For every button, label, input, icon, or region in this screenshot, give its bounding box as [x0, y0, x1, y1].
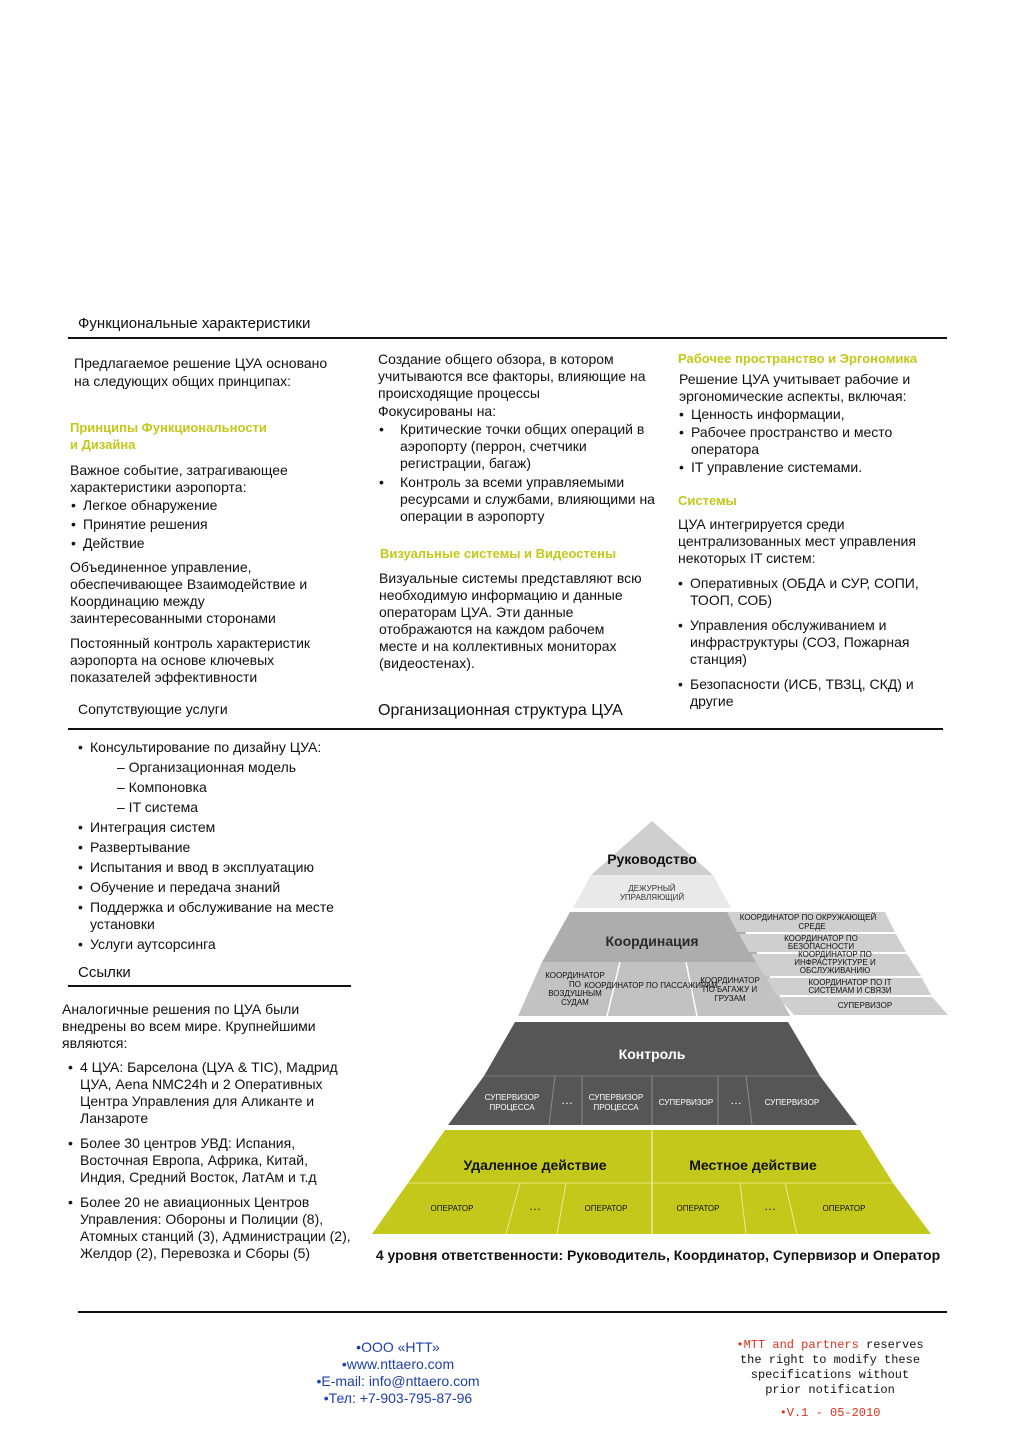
contacts: [248, 1339, 548, 1407]
list-item: • Принятие решения: [71, 516, 341, 533]
coord-bag-line: КООРДИНАТОР: [700, 976, 760, 985]
workspace-text: Решение ЦУА учитывает рабочие и эргономические аспекты, включая:: [679, 371, 911, 404]
section-title-services: Сопутствующие услуги: [78, 701, 228, 717]
list-item: • Критические точки общих операций в аэропорту (перрон, счетчики регистрации, багаж): [378, 421, 663, 472]
overview-text: Создание общего обзора, в котором учитываются все факторы, влияющие на происходящие процессы: [378, 351, 646, 401]
disclaimer-line: prior notification: [765, 1383, 895, 1397]
disclaimer-line: the right to modify these: [739, 1353, 921, 1367]
divider: [78, 1311, 947, 1313]
disclaimer-line: specifications without: [750, 1368, 910, 1382]
website-link[interactable]: •www.nttaero.com: [341, 1356, 455, 1372]
list-item: – Организационная модель: [117, 759, 297, 775]
list-item: – IT система: [117, 799, 199, 815]
coord-air-line: КООРДИНАТОР: [545, 971, 605, 980]
list-item: • Более 30 центров УВД: Испания, Восточная Европа, Африка, Китай, Индия, Средний Восток, ЛатАм и т.д: [68, 1135, 353, 1186]
coord-air-line: ПО: [569, 980, 581, 989]
side-label: КООРДИНАТОР ПО IT: [808, 978, 892, 987]
list-item: • Ценность информации,: [679, 406, 947, 423]
version-label: •V.1 - 05-2010: [779, 1406, 881, 1420]
coord-pax: КООРДИНАТОР ПО ПАССАЖИРАМ: [584, 981, 718, 990]
systems-title: Системы: [678, 493, 737, 508]
company-name: •ООО «НТТ»: [356, 1339, 440, 1355]
coord-air-line: ВОЗДУШНЫМ: [548, 989, 602, 998]
side-label: ОБСЛУЖИВАНИЮ: [799, 966, 871, 975]
side-label: ИНФРАСТРУКТУРЕ И: [794, 958, 876, 967]
section-title-functional: Функциональные характеристики: [78, 315, 311, 332]
list-item: • Интеграция систем: [78, 819, 358, 836]
coord-bag-line: ГРУЗАМ: [714, 994, 746, 1003]
list-item: • Действие: [71, 535, 341, 552]
list-item: • IT управление системами.: [679, 459, 947, 476]
remote-label: Удаленное действие: [463, 1157, 607, 1173]
dots: …: [730, 1093, 742, 1107]
list-item: • Легкое обнаружение: [71, 497, 341, 514]
links-intro: Аналогичные решения по ЦУА были внедрены во всем мире. Крупнейшими являются:: [62, 1001, 316, 1051]
email-link[interactable]: •E-mail: info@nttaero.com: [316, 1373, 480, 1389]
section-title-org: Организационная структура ЦУА: [378, 702, 623, 719]
supervisor-label: СУПЕРВИЗОР: [764, 1098, 820, 1107]
list-item: • Контроль за всеми управляемыми ресурсами и службами, влияющими на операции в аэропорту: [378, 474, 663, 525]
duty-line: УПРАВЛЯЮЩИЙ: [619, 893, 685, 902]
visual-text: Визуальные системы представляют всю необходимую информацию и данные операторам ЦУА. Эти данные отображаются на каждом рабочем месте и на коллективных мониторах (видеостенах).: [379, 570, 642, 671]
level2-label: Координация: [605, 933, 699, 949]
unified-text: Объединенное управление, обеспечивающее Взаимодействие и Координацию между заинтересованными сторонами: [70, 559, 308, 626]
list-item: • Рабочее пространство и место оператора: [679, 424, 947, 458]
list-item: • Испытания и ввод в эксплуатацию: [78, 859, 358, 876]
sup-process-line: ПРОЦЕССА: [489, 1103, 535, 1112]
monitoring-text: Постоянный контроль характеристик аэропорта на основе ключевых показателей эффективности: [70, 635, 311, 685]
list-item: • Оперативных (ОБДА и СУР, СОПИ, ТООП, СОБ): [678, 575, 950, 609]
sup-process-line: ПРОЦЕССА: [593, 1103, 639, 1112]
coord-bag-line: ПО БАГАЖУ И: [702, 985, 758, 994]
list-item: • Обучение и передача знаний: [78, 879, 358, 896]
sup-process-line: СУПЕРВИЗОР: [484, 1093, 540, 1102]
side-label: КООРДИНАТОР ПО ОКРУЖАЮЩЕЙ: [739, 913, 877, 922]
dots: …: [561, 1093, 573, 1107]
side-label: СУПЕРВИЗОР: [837, 1001, 893, 1010]
list-item: • 4 ЦУА: Барселона (ЦУА & TIC), Мадрид ЦУА, Aena NMC24h и 2 Оперативных Центра Управления для Аликанте и Ланзароте: [68, 1059, 353, 1127]
pyramid-caption: 4 уровня ответственности: Руководитель, Координатор, Супервизор и Оператор: [375, 1247, 941, 1263]
operator-label: ОПЕРАТОР: [822, 1204, 866, 1213]
phone-text: •Тел: +7-903-795-87-96: [323, 1390, 473, 1406]
local-label: Местное действие: [689, 1157, 817, 1173]
list-item: • Консультирование по дизайну ЦУА:: [78, 739, 358, 756]
workspace-title: Рабочее пространство и Эргономика: [678, 351, 918, 366]
side-label: СРЕДЕ: [798, 922, 826, 931]
list-item: • Развертывание: [78, 839, 358, 856]
disclaimer-text: reserves: [858, 1338, 924, 1352]
systems-text: ЦУА интегрируется среди централизованных мест управления некоторых IT систем:: [678, 516, 916, 566]
dots: …: [529, 1199, 541, 1213]
side-label: СИСТЕМАМ И СВЯЗИ: [808, 986, 892, 995]
principles-title: Принципы Функциональности и Дизайна: [70, 420, 267, 452]
list-item: • Безопасности (ИСБ, ТВЗЦ, СКД) и другие: [678, 676, 950, 710]
level1-label: Руководство: [607, 851, 697, 867]
list-item: • Поддержка и обслуживание на месте установки: [78, 899, 358, 933]
operator-label: ОПЕРАТОР: [430, 1204, 474, 1213]
visual-title: Визуальные системы и Видеостены: [380, 546, 617, 561]
operator-label: ОПЕРАТОР: [676, 1204, 720, 1213]
list-item: – Компоновка: [117, 779, 207, 795]
section-title-links: Ссылки: [78, 964, 131, 981]
duty-line: ДЕЖУРНЫЙ: [628, 884, 676, 893]
disclaimer-highlight: •MTT and partners: [736, 1338, 859, 1352]
side-label: КООРДИНАТОР ПО: [798, 950, 872, 959]
sup-process-line: СУПЕРВИЗОР: [588, 1093, 644, 1102]
list-item: • Управления обслуживанием и инфраструктуры (СОЗ, Пожарная станция): [678, 617, 950, 668]
list-item: • Более 20 не авиационных Центров Управления: Обороны и Полиции (8), Атомных станций (3), Администрации (2), Желдор (2), Перевозка и Сборы (5): [68, 1194, 353, 1262]
side-label: БЕЗОПАСНОСТИ: [787, 942, 855, 951]
intro-text: Предлагаемое решение ЦУА основано на следующих общих принципах:: [74, 355, 328, 389]
disclaimer: [700, 1338, 960, 1421]
supervisor-label: СУПЕРВИЗОР: [658, 1098, 714, 1107]
level3-label: Контроль: [618, 1046, 686, 1062]
list-item: • Услуги аутсорсинга: [78, 936, 358, 953]
event-text: Важное событие, затрагивающее характеристики аэропорта:: [70, 462, 288, 495]
focus-label: Фокусированы на:: [378, 403, 497, 419]
operator-label: ОПЕРАТОР: [584, 1204, 628, 1213]
side-label: КООРДИНАТОР ПО: [784, 934, 858, 943]
coord-air-line: СУДАМ: [561, 998, 589, 1007]
dots: …: [764, 1199, 776, 1213]
